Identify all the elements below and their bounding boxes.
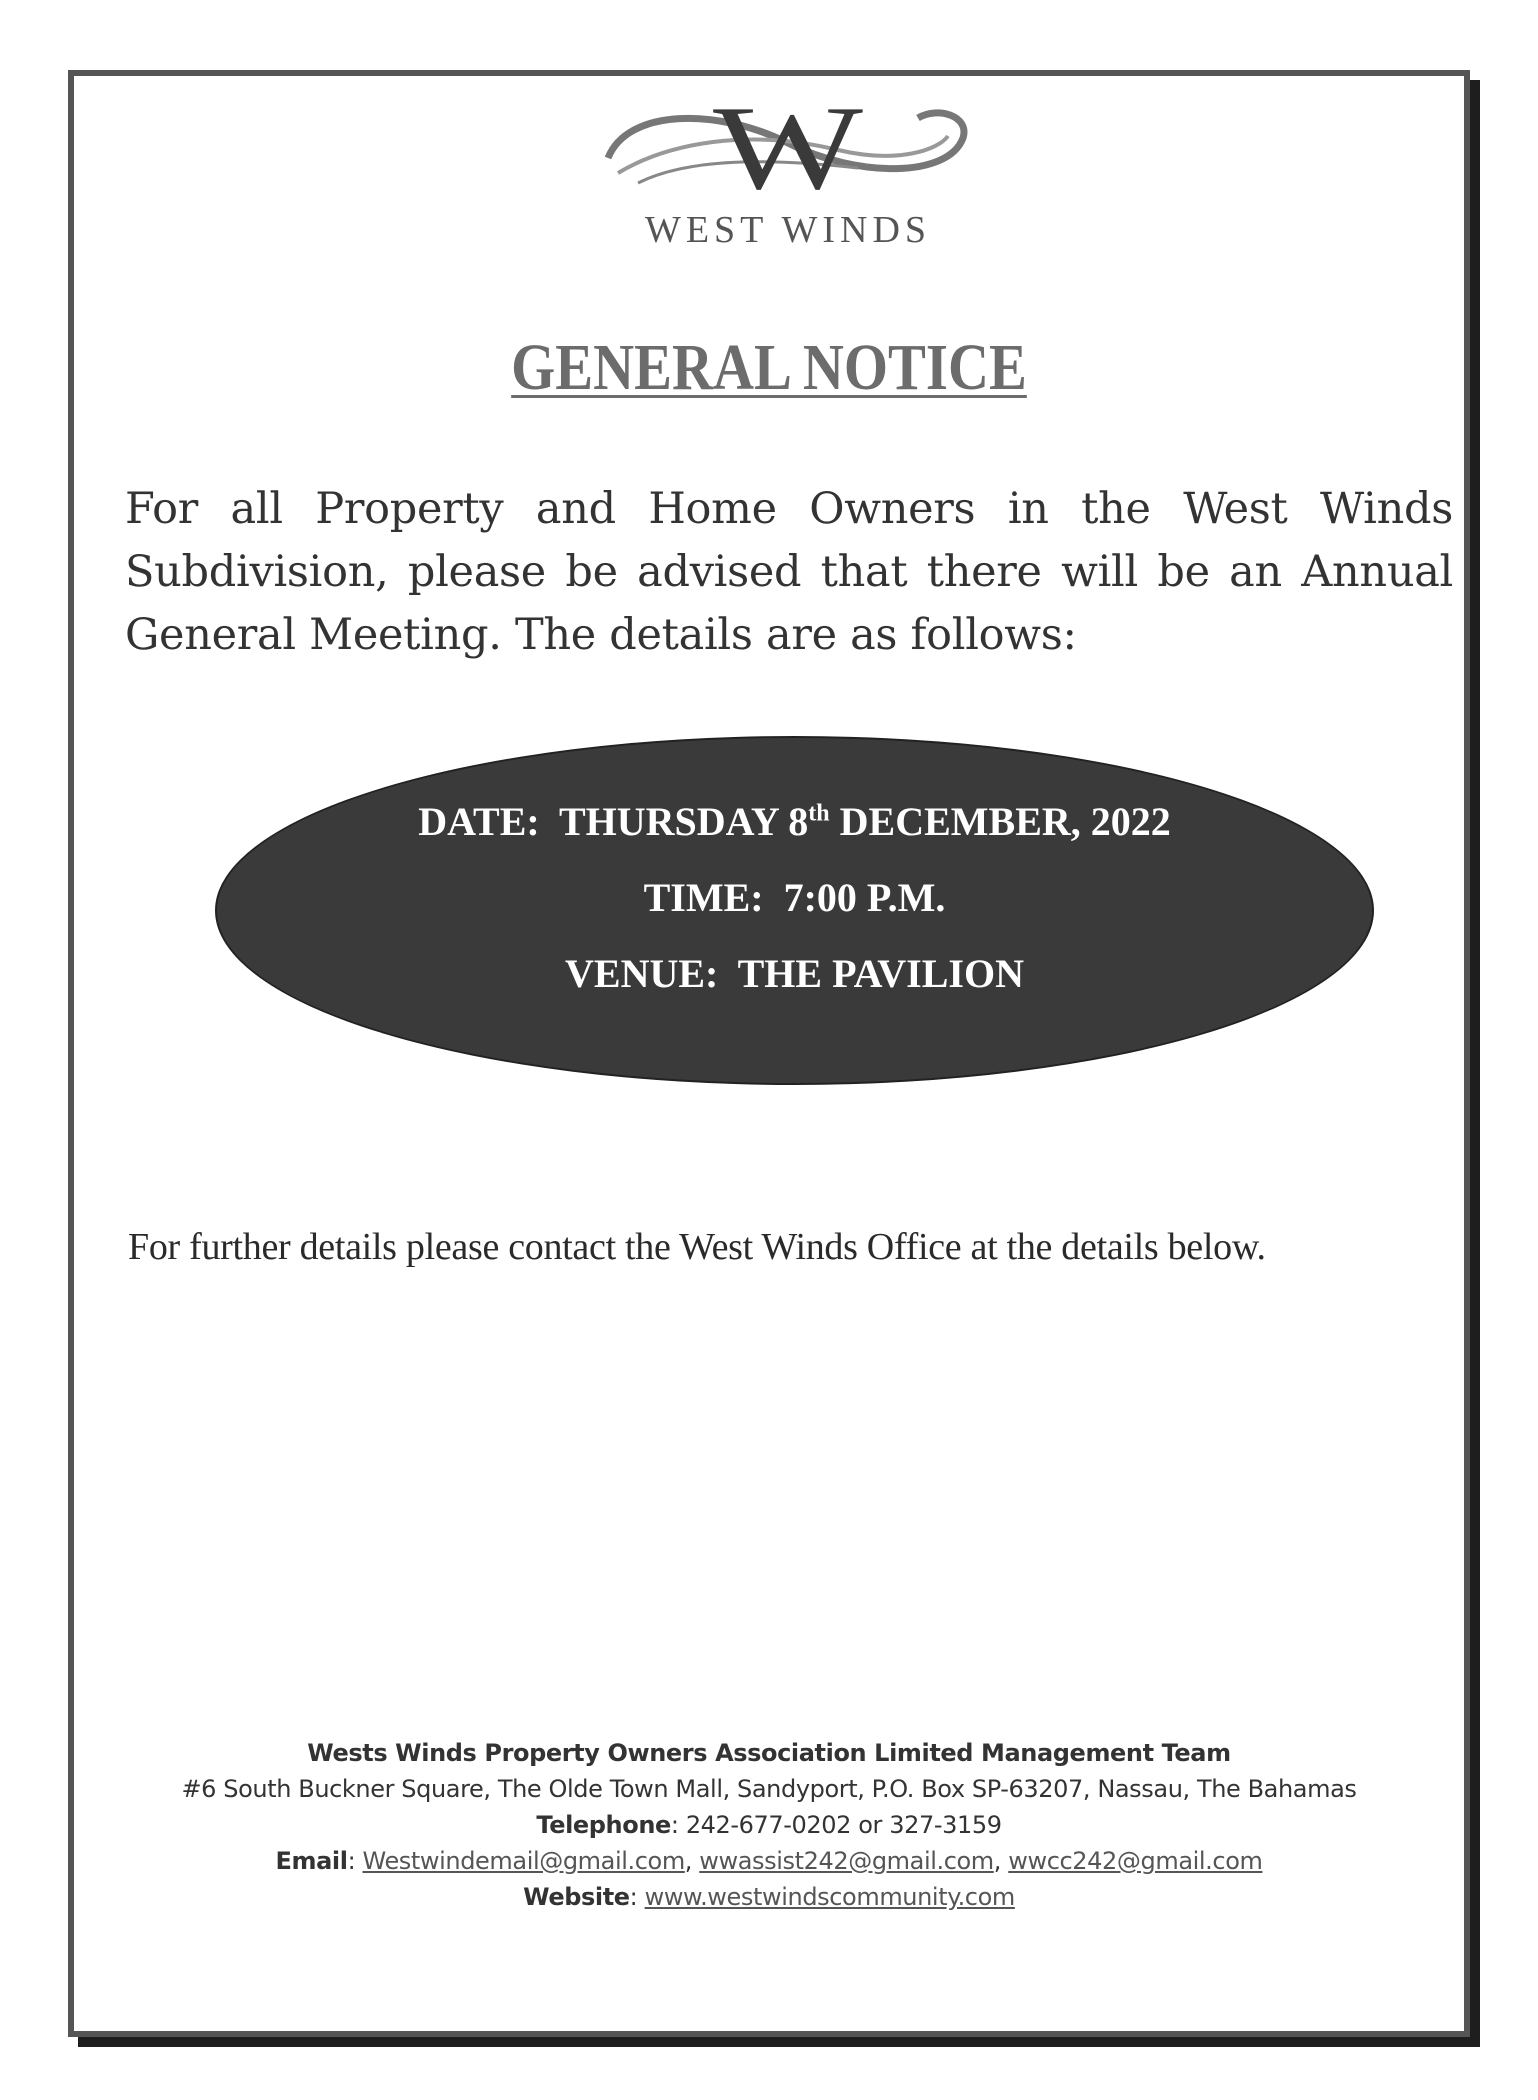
telephone-line: Telephone: 242-677-0202 or 327-3159	[536, 1811, 1002, 1839]
logo-name: WEST WINDS	[644, 209, 932, 251]
email-link-1[interactable]: Westwindemail@gmail.com	[362, 1847, 685, 1875]
time-label: TIME:	[643, 875, 764, 920]
date-line	[217, 798, 1372, 845]
date-day: THURSDAY 8	[558, 799, 809, 844]
address: #6 South Buckner Square, The Olde Town Mall, Sandyport, P.O. Box SP-63207, Nassau, The Bahamas	[181, 1775, 1357, 1803]
email-label: Email	[275, 1847, 348, 1875]
venue-line	[217, 950, 1372, 997]
telephone-label: Telephone	[536, 1811, 671, 1839]
time-value: 7:00 P.M.	[783, 875, 946, 920]
time-line	[217, 874, 1372, 921]
org-name: Wests Winds Property Owners Association Limited Management Team	[307, 1739, 1231, 1767]
website-link[interactable]: www.westwindscommunity.com	[644, 1883, 1015, 1911]
intro-paragraph: For all Property and Home Owners in the West Winds Subdivision, please be advised that there will be an Annual General Meeting. The details are as follows:	[125, 484, 1453, 660]
website-label: Website	[523, 1883, 630, 1911]
email-line: Email: Westwindemail@gmail.com, wwassist242@gmail.com, wwcc242@gmail.com	[275, 1847, 1263, 1875]
contact-footer	[0, 1735, 1538, 1915]
page-title: GENERAL NOTICE	[511, 331, 1027, 404]
venue-value: THE PAVILION	[737, 951, 1024, 996]
telephone-value: 242-677-0202 or 327-3159	[685, 1811, 1002, 1839]
meeting-details-ellipse	[215, 736, 1374, 1085]
further-details-text: For further details please contact the West Winds Office at the details below.	[128, 1226, 1266, 1268]
date-label: DATE:	[418, 799, 540, 844]
venue-label: VENUE:	[565, 951, 719, 996]
logo-swirl-icon	[598, 88, 978, 208]
west-winds-logo	[598, 88, 978, 258]
logo-monogram: W	[713, 88, 864, 208]
email-link-2[interactable]: wwassist242@gmail.com	[699, 1847, 994, 1875]
date-rest: DECEMBER, 2022	[839, 799, 1171, 844]
website-line: Website: www.westwindscommunity.com	[523, 1883, 1015, 1911]
date-suffix: th	[808, 800, 830, 827]
email-link-3[interactable]: wwcc242@gmail.com	[1008, 1847, 1263, 1875]
